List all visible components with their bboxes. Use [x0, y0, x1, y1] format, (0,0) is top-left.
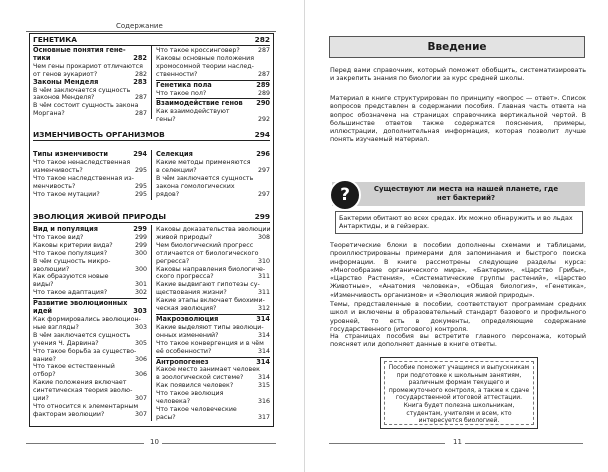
toc-section-page: 294	[254, 130, 270, 139]
toc-entry-text: Что такое борьба за существо-	[33, 347, 137, 355]
toc-entry[interactable]	[33, 371, 147, 379]
toc-entry[interactable]	[33, 242, 147, 250]
running-head-rule	[26, 31, 276, 32]
toc-entry-text: хромосомной теории наслед-	[156, 62, 254, 70]
toc-entry[interactable]	[33, 395, 147, 403]
toc-entry-page: 299	[133, 225, 147, 233]
toc-entry-page: 283	[133, 77, 147, 86]
toc-entry[interactable]	[156, 374, 270, 382]
page-title: Введение	[329, 36, 585, 58]
toc-entry-text: её особенности?	[156, 347, 212, 355]
toc-entry-text: Что такое человеческие	[156, 405, 237, 413]
toc-entry-page: 287	[134, 94, 147, 102]
right-page	[304, 0, 608, 472]
toc-entry-page: 307	[134, 410, 147, 418]
toc-entry-page: 314	[257, 374, 270, 382]
toc-entry-text: вание?	[33, 355, 56, 363]
toc-entry[interactable]	[156, 167, 270, 175]
toc-column-left	[33, 47, 147, 118]
toc-entry[interactable]	[33, 332, 147, 340]
toc-entry-text: Какие этапы включает биохими-	[156, 297, 265, 305]
toc-entry-text: Что такое кроссинговер?	[156, 47, 240, 54]
toc-subsection[interactable]	[33, 226, 147, 234]
body-paragraph: Темы, представленные в пособии, соответствуют программам средних школ и включены в образовательный стандарт базового и профильного уровней, то есть в документы, определяющие содержание государственного (итогового) контроля.	[330, 300, 586, 333]
toc-entry-page: 301	[134, 281, 147, 289]
question-mark-icon: ?	[329, 179, 361, 211]
toc-entry-page: 300	[134, 265, 147, 273]
toc-entry[interactable]	[156, 305, 270, 315]
toc-entry-text: отличается от биологического	[156, 249, 259, 257]
toc-entry-text: Как образуются новые	[33, 273, 109, 281]
footer-rule	[329, 443, 445, 444]
toc-entry-text: Как появился человек?	[156, 382, 234, 390]
toc-entry[interactable]	[33, 258, 147, 266]
toc-subsection[interactable]	[156, 151, 270, 159]
toc-section-evolution[interactable]	[33, 212, 270, 223]
toc-column-right	[156, 47, 270, 124]
toc-entry[interactable]	[33, 110, 147, 118]
toc-entry-text: Что такое пол?	[156, 89, 207, 97]
toc-entry-page: 282	[134, 70, 147, 78]
toc-entry-text: Что такое мутации?	[33, 190, 100, 198]
toc-entry-text: идей	[33, 307, 53, 316]
toc-subsection[interactable]	[156, 316, 270, 324]
example-answer-box: Бактерии обитают во всех средах. Их можно обнаружить и во льдах Антарктиды, и в гейзерах.	[335, 211, 583, 234]
toc-entry-page: 290	[256, 99, 270, 108]
toc-subsection[interactable]	[33, 151, 147, 159]
toc-entry-text: ского прогресса?	[156, 273, 214, 281]
toc-section-page: 282	[254, 35, 270, 44]
column-divider	[151, 225, 152, 421]
toc-subsection[interactable]	[156, 359, 270, 367]
toc-entry-text: В чём заключается сущность	[156, 174, 254, 182]
toc-entry[interactable]	[156, 258, 270, 266]
toc-entry[interactable]	[156, 234, 270, 242]
toc-entry-text: Моргана?	[33, 110, 65, 118]
toc-entry-text: онных изменений?	[156, 331, 219, 339]
toc-entry-text: Каковы основные положения	[156, 54, 255, 62]
toc-entry-text: человека?	[156, 398, 191, 406]
toc-entry-text: эволюции?	[33, 265, 70, 273]
toc-subsection[interactable]	[33, 55, 147, 63]
toc-entry-page: 287	[257, 70, 270, 78]
toc-entry-page: 303	[133, 307, 147, 316]
toc-entry-page: 314	[256, 314, 270, 323]
toc-entry[interactable]	[156, 332, 270, 340]
toc-entry-page: 307	[134, 395, 147, 403]
toc-entry-text: виды?	[33, 281, 54, 289]
toc-section-title: ИЗМЕНЧИВОСТЬ ОРГАНИЗМОВ	[33, 130, 165, 139]
toc-entry-text: рядов?	[156, 190, 180, 198]
toc-entry-text: Как взаимодействуют	[156, 108, 230, 116]
toc-entry[interactable]	[33, 191, 147, 199]
toc-entry-text: Каковы доказательства эволюции	[156, 226, 271, 233]
toc-entry[interactable]	[33, 316, 147, 324]
toc-entry-text: Как формировались эволюцион-	[33, 315, 141, 323]
toc-entry-page: 299	[134, 233, 147, 241]
body-paragraph: Теоретические блоки в пособии дополнены схемами и таблицами, проиллюстрированы примерами для запоминания и быстрого поиска информации. В книге рассмотрены следующие разделы курса: «Многообразие органического мира», «Бактерии», «Царство Грибы», «Царство Растения», «Систематические группы растений», «Царство Животные», «Анатомия человека», «Общая биология», «Генетика», «Изменчивость организмов» и «Эволюция живой природы».	[330, 241, 586, 299]
toc-entry-text: Генетика пола	[156, 80, 212, 89]
toc-entry-page: 316	[257, 398, 270, 406]
toc-entry-page: 297	[257, 190, 270, 198]
toc-entry-text: В чём сущность микро-	[33, 257, 111, 265]
toc-entry[interactable]	[156, 159, 270, 167]
toc-entry-page: 311	[257, 273, 270, 281]
toc-entry[interactable]	[156, 382, 270, 390]
toc-entry[interactable]	[33, 411, 147, 419]
column-divider	[151, 150, 152, 200]
toc-entry-page: 306	[134, 371, 147, 379]
page-number: 10	[150, 438, 159, 446]
toc-entry-page: 287	[134, 110, 147, 118]
toc-entry[interactable]	[156, 390, 270, 398]
toc-entry-page: 311	[257, 289, 270, 297]
toc-entry-text: законов Менделя?	[33, 94, 95, 102]
note-text: Пособие поможет учащимся и выпускникам при подготовке к школьным занятиям, различным формам текущего и промежуточного контроля, а также к сдаче государственной итоговой аттестации. Книга будет полезна школьникам, студентам, учителям и всем, кто интересуется биологией.	[384, 361, 534, 425]
toc-entry[interactable]	[33, 387, 147, 395]
example-question-box	[332, 182, 585, 206]
toc-column-left	[33, 151, 147, 198]
toc-entry-text: ческая эволюция?	[156, 305, 217, 313]
toc-entry-text: В чём состоит сущность закона	[33, 102, 139, 110]
toc-entry[interactable]	[156, 55, 270, 63]
toc-entry-text: Какое место занимает человек	[156, 366, 260, 374]
footer-rule	[465, 443, 583, 444]
toc-entry-text: Что такое популяция?	[33, 249, 108, 257]
toc-entry-text: учения Ч. Дарвина?	[33, 339, 99, 347]
toc-entry-page: 310	[257, 257, 270, 265]
toc-column-left	[33, 226, 147, 419]
toc-entry-text: В чём заключается сущность	[33, 86, 131, 94]
toc-entry-text: гены?	[156, 116, 176, 124]
toc-entry-text: менчивость?	[33, 182, 76, 190]
toc-entry-page: 287	[257, 47, 270, 54]
toc-entry-page: 303	[134, 323, 147, 331]
toc-entry[interactable]	[156, 273, 270, 281]
toc-entry-text: синтетическая теория эволю-	[33, 387, 133, 395]
toc-entry-page: 297	[257, 166, 270, 174]
toc-entry[interactable]	[33, 234, 147, 242]
toc-entry[interactable]	[33, 102, 147, 110]
toc-entry-page: 295	[134, 182, 147, 190]
toc-entry[interactable]	[156, 116, 270, 124]
toc-entry[interactable]	[33, 340, 147, 348]
toc-entry-text: Что такое вид?	[33, 233, 84, 241]
toc-entry-text: закона гомологических	[156, 182, 235, 190]
toc-entry[interactable]	[33, 348, 147, 356]
toc-entry-text: Какие положения включает	[33, 379, 127, 387]
toc-entry-text: расы?	[156, 413, 176, 421]
toc-entry[interactable]	[156, 250, 270, 258]
toc-entry[interactable]	[156, 348, 270, 358]
toc-entry-text: Каковы критерии вида?	[33, 241, 113, 249]
toc-entry-text: живой природы?	[156, 233, 213, 241]
toc-entry-page: 289	[257, 89, 270, 97]
toc-entry-page: 312	[257, 305, 270, 313]
toc-entry-page: 292	[257, 116, 270, 124]
toc-entry-text: Что такое естественный	[33, 363, 115, 371]
toc-section-variability[interactable]	[33, 130, 270, 141]
toc-entry[interactable]	[33, 379, 147, 387]
toc-entry[interactable]	[156, 406, 270, 414]
toc-section-title: ГЕНЕТИКА	[33, 35, 77, 44]
toc-entry-page: 294	[133, 150, 147, 158]
toc-entry[interactable]	[33, 289, 147, 299]
toc-entry-text: Макроэволюция	[156, 314, 219, 323]
toc-entry-text: тики	[33, 53, 51, 62]
toc-entry[interactable]	[33, 159, 147, 167]
toc-entry[interactable]	[156, 47, 270, 55]
toc-entry-text: регресса?	[156, 257, 190, 265]
toc-entry[interactable]	[156, 266, 270, 274]
toc-section-title: ЭВОЛЮЦИЯ ЖИВОЙ ПРИРОДЫ	[33, 212, 167, 221]
toc-entry[interactable]	[33, 324, 147, 332]
toc-entry-text: в зоологической системе?	[156, 374, 244, 382]
toc-entry-text: в селекции?	[156, 166, 197, 174]
toc-entry-text: Основные понятия гене-	[33, 46, 126, 54]
toc-entry[interactable]	[33, 167, 147, 175]
toc-entry[interactable]	[156, 71, 270, 81]
toc-entry[interactable]	[156, 414, 270, 422]
toc-entry-page: 314	[257, 331, 270, 339]
toc-entry-page: 302	[134, 289, 147, 297]
toc-entry[interactable]	[156, 226, 270, 234]
footer-rule	[162, 443, 276, 444]
toc-entry-text: от генов эукариот?	[33, 70, 98, 78]
toc-entry-page: 317	[257, 413, 270, 421]
toc-entry-page: 314	[256, 357, 270, 366]
toc-entry-text: Что такое конвергенция и в чём	[156, 339, 264, 347]
toc-entry-text: Что относится к элементарным	[33, 402, 139, 410]
toc-entry-page: 296	[256, 150, 270, 158]
toc-entry[interactable]	[33, 250, 147, 258]
intro-paragraph: Материал в книге структурирован по принципу «вопрос — ответ». Список вопросов представлен в содержании пособия. Главная часть ответа на вопрос обозначена на страницах справочника вертикальной чертой. В большинстве ответов также содержатся пояснения, примеры, иллюстрации, дополнительная информация, которая позволит лучше понять изучаемый материал.	[330, 94, 586, 144]
toc-entry[interactable]	[156, 281, 270, 289]
toc-entry[interactable]	[156, 297, 270, 305]
toc-entry-text: Какие методы применяются	[156, 158, 251, 166]
toc-entry-text: Взаимодействие генов	[156, 99, 243, 108]
toc-entry-text: Чем гены прокариот отличаются	[33, 62, 143, 70]
toc-entry-text: Законы Менделя	[33, 77, 99, 86]
page-number: 11	[453, 438, 462, 446]
toc-entry-text: Какие выделяют типы эволюци-	[156, 323, 264, 331]
toc-entry[interactable]	[33, 273, 147, 281]
toc-entry[interactable]	[156, 183, 270, 191]
toc-entry[interactable]	[156, 175, 270, 183]
toc-entry-text: отбор?	[33, 371, 56, 379]
toc-entry-text: Какие выдвигают гипотезы су-	[156, 281, 260, 289]
toc-entry-page: 295	[134, 190, 147, 198]
toc-entry[interactable]	[156, 108, 270, 116]
toc-entry-text: Типы изменчивости	[33, 150, 109, 158]
toc-entry-page: 299	[134, 241, 147, 249]
column-divider	[151, 46, 152, 119]
body-paragraph: На страницах пособия вы встретите главного персонажа, который поясняет или дополняет данные в книге ответы.	[330, 332, 586, 349]
toc-entry-text: ществования жизни?	[156, 289, 227, 297]
toc-entry[interactable]	[156, 289, 270, 297]
toc-entry[interactable]	[33, 403, 147, 411]
toc-entry-page: 305	[134, 339, 147, 347]
toc-entry[interactable]	[156, 63, 270, 71]
toc-entry-page: 308	[257, 233, 270, 241]
toc-entry-text: Что такое адаптация?	[33, 289, 108, 297]
toc-entry[interactable]	[156, 398, 270, 406]
toc-entry-text: Селекция	[156, 150, 193, 158]
footer-rule	[26, 443, 144, 444]
toc-entry-text: Вид и популяция	[33, 225, 98, 233]
toc-entry-text: факторам эволюции?	[33, 410, 105, 418]
toc-subsection[interactable]	[33, 308, 147, 316]
toc-section-genetics[interactable]	[33, 35, 270, 46]
note-box	[380, 357, 538, 429]
toc-entry[interactable]	[156, 324, 270, 332]
toc-entry[interactable]	[156, 90, 270, 100]
toc-entry-text: Каковы направления биологиче-	[156, 265, 266, 273]
toc-entry-text: ные взгляды?	[33, 323, 79, 331]
toc-entry-text: изменчивость?	[33, 166, 83, 174]
toc-entry-page: 314	[257, 347, 270, 355]
toc-column-right	[156, 151, 270, 198]
toc-entry[interactable]	[33, 183, 147, 191]
intro-paragraph: Перед вами справочник, который поможет обобщить, систематизировать и закрепить знания по биологии за курс средней школы.	[330, 66, 586, 83]
toc-entry-text: Чем биологический прогресс	[156, 241, 254, 249]
toc-entry[interactable]	[156, 191, 270, 199]
toc-entry-text: В чём заключается сущность	[33, 331, 131, 339]
toc-entry[interactable]	[156, 340, 270, 348]
toc-subsection[interactable]	[33, 79, 147, 87]
toc-entry[interactable]	[33, 63, 147, 71]
toc-entry-page: 300	[134, 249, 147, 257]
toc-entry-text: Что такое наследственная из-	[33, 174, 134, 182]
toc-subsection[interactable]	[156, 82, 270, 90]
toc-entry-page: 295	[134, 166, 147, 174]
toc-entry-page: 306	[134, 355, 147, 363]
toc-entry-text: Антропогенез	[156, 357, 209, 366]
toc-entry-text: Что такое эволюция	[156, 390, 224, 398]
toc-entry[interactable]	[156, 242, 270, 250]
toc-section-page: 299	[254, 212, 270, 221]
toc-entry[interactable]	[33, 87, 147, 95]
toc-entry[interactable]	[33, 281, 147, 289]
example-question-text: Существуют ли места на нашей планете, где нет бактерий?	[373, 185, 559, 202]
toc-entry-text: Развитие эволюционных	[33, 299, 128, 308]
running-head: Содержание	[116, 22, 163, 30]
toc-entry-page: 315	[257, 382, 270, 390]
toc-entry-text: Что такое ненаследственная	[33, 158, 131, 166]
toc-entry-page: 289	[256, 80, 270, 89]
toc-entry-text: ции?	[33, 395, 49, 403]
table-of-contents	[29, 33, 274, 427]
toc-entry[interactable]	[33, 175, 147, 183]
toc-column-right	[156, 226, 270, 422]
toc-entry-page: 282	[133, 53, 147, 62]
toc-entry-text: ственности?	[156, 70, 198, 78]
